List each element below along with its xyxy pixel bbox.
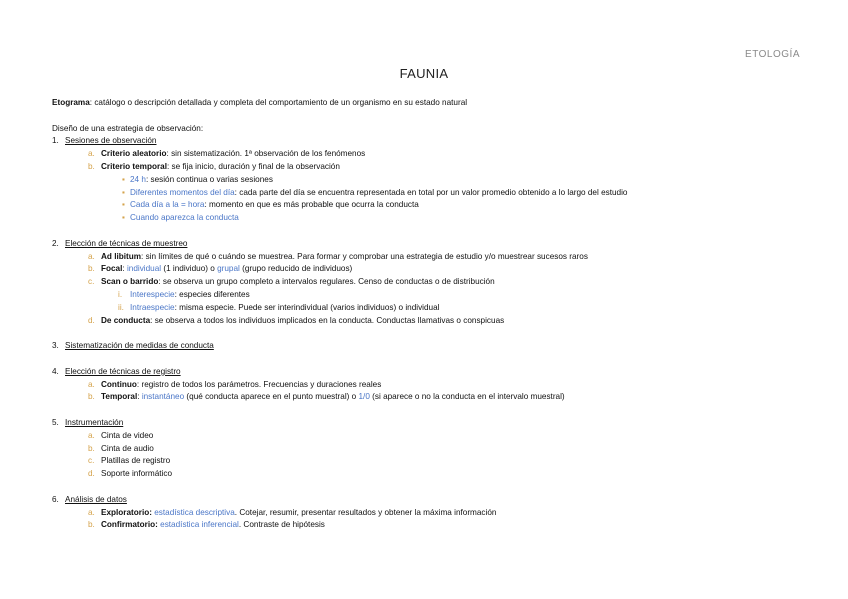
header-tag: ETOLOGÍA [745, 49, 800, 60]
etograma-definition: Etograma: catálogo o descripción detallada y completa del comportamiento de un organismo en su estado natural [52, 98, 468, 107]
sub-list-item: i. Interespecie: especies diferentes [118, 289, 250, 299]
bullet-icon: ▪ [122, 187, 125, 197]
bullet-icon: ▪ [122, 213, 125, 223]
page-title: FAUNIA [399, 66, 449, 81]
list-item: b. Criterio temporal: se fija inicio, duración y final de la observación [88, 161, 340, 171]
list-item: a. Ad libitum: sin límites de qué o cuándo se muestrea. Para formar y comprobar una estrategia de estudio y/o muestrear sucesos raros [88, 251, 588, 261]
list-item: b. Focal: individual (1 individuo) o grupal (grupo reducido de individuos) [88, 264, 353, 274]
list-item: c. Scan o barrido: se observa un grupo completo a intervalos regulares. Censo de conductas o de distribución [88, 277, 495, 287]
section-heading: 5. Instrumentación [52, 417, 124, 427]
list-item: a. Cinta de video [88, 430, 154, 440]
bullet-icon: ▪ [122, 174, 125, 184]
list-item: d. Soporte informático [88, 469, 172, 479]
list-item: b. Confirmatorio: estadística inferencial. Contraste de hipótesis [88, 520, 325, 530]
list-item: d. De conducta: se observa a todos los individuos implicados en la conducta. Conductas llamativas o conspicuas [88, 315, 505, 325]
document-body [52, 97, 812, 532]
intro-text: Diseño de una estrategia de observación: [52, 123, 204, 133]
list-item: a. Continuo: registro de todos los parámetros. Frecuencias y duraciones reales [88, 379, 382, 389]
section-heading: 4. Elección de técnicas de registro [52, 366, 181, 376]
section-heading: 3. Sistematización de medidas de conducta [52, 341, 214, 351]
section-heading: 1. Sesiones de observación [52, 136, 157, 146]
section-heading: 2. Elección de técnicas de muestreo [52, 238, 188, 248]
list-item: b. Temporal: instantáneo (qué conducta aparece en el punto muestral) o 1/0 (si aparece o no la conducta en el intervalo muestral) [88, 392, 565, 402]
list-item: a. Exploratorio: estadística descriptiva. Cotejar, resumir, presentar resultados y obtener la máxima información [88, 507, 497, 517]
list-item: c. Platillas de registro [88, 456, 171, 466]
bullet-item: ▪ Cada día a la = hora: momento en que es más probable que ocurra la conducta [52, 199, 812, 212]
bullet-item: ▪ Cuando aparezca la conducta [52, 212, 812, 225]
list-item: b. Cinta de audio [88, 443, 154, 453]
bullet-item: ▪ 24 h: sesión continua o varias sesiones [52, 174, 812, 187]
bullet-item: ▪ Diferentes momentos del día: cada parte del día se encuentra representada en total por un valor promedio obtenido a lo largo del estudio [52, 187, 812, 200]
list-item: a. Criterio aleatorio: sin sistematización. 1ª observación de los fenómenos [88, 149, 366, 159]
bullet-icon: ▪ [122, 200, 125, 210]
section-heading: 6. Análisis de datos [52, 494, 127, 504]
sub-list-item: ii. Intraespecie: misma especie. Puede ser interindividual (varios individuos) o individual [118, 302, 440, 312]
